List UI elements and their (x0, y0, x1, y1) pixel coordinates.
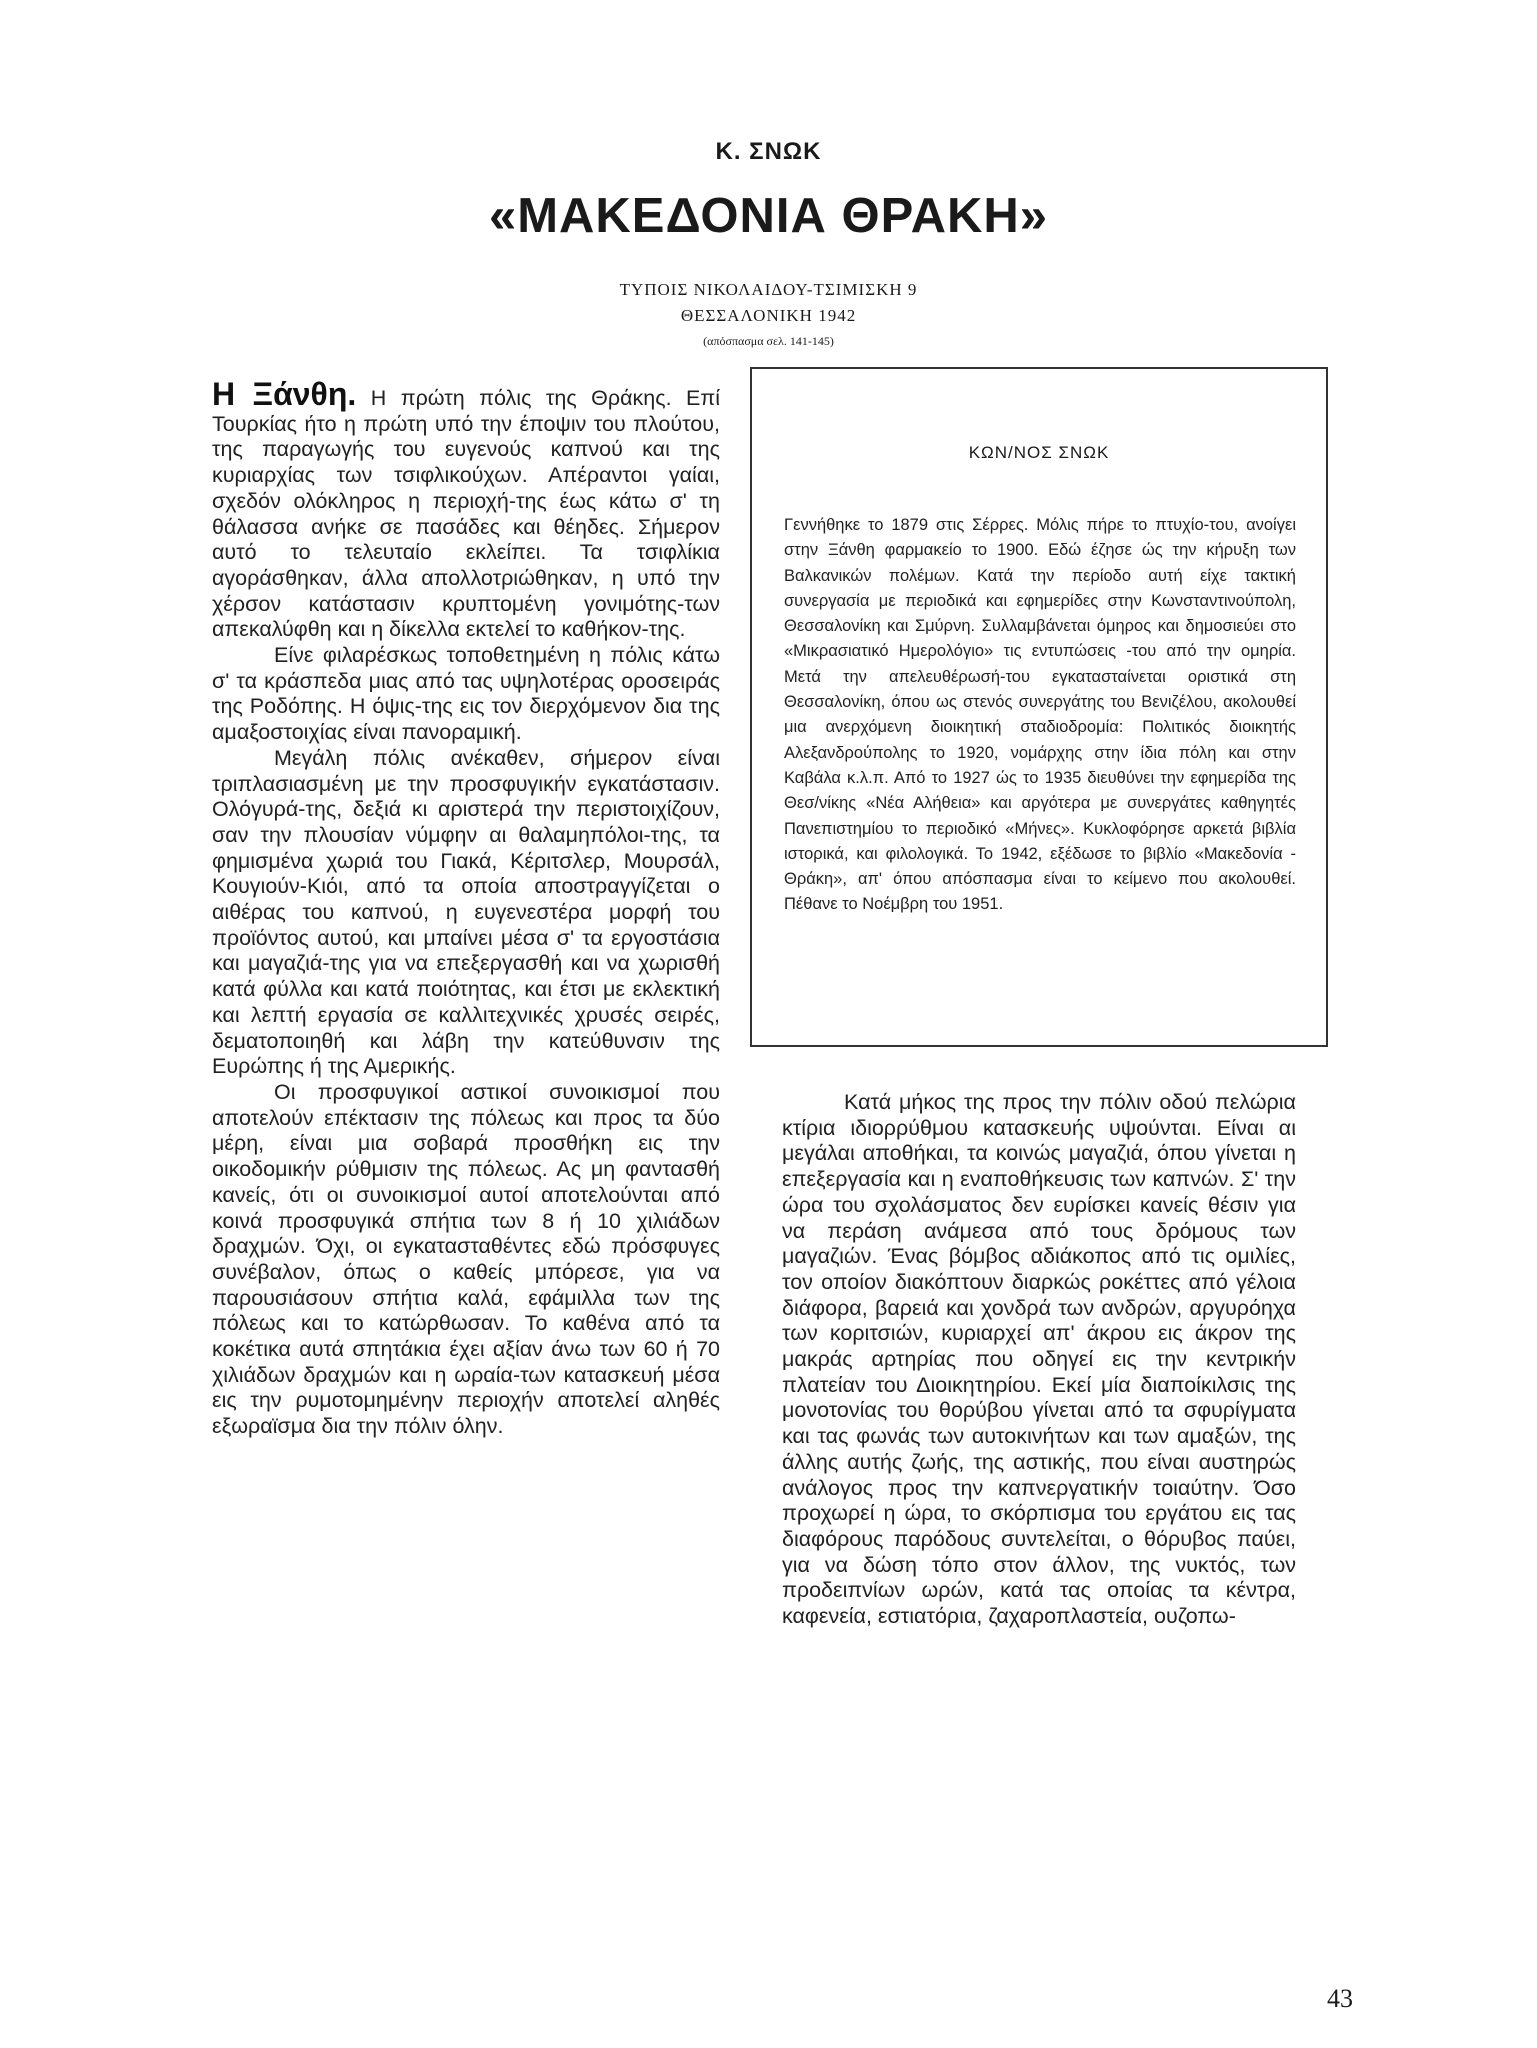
paragraph-1 (212, 376, 720, 643)
right-column (782, 1090, 1296, 1630)
biography-title: ΚΩΝ/ΝΟΣ ΣΝΩΚ (968, 443, 1110, 462)
paragraph-4: Οι προσφυγικοί αστικοί συνοικισμοί που αποτελούν επέκτασιν της πόλεως και προς τα δύο μέρη, είναι μια σοβαρά προσθήκη εις την οικοδομικήν ρύθμισιν της πόλεως. Ας μη φαντασθή κανείς, ότι οι συνοικισμοί αυτοί αποτελούνται από κοινά προσφυγικά σπήτια των 8 ή 10 χιλιάδων δραχμών. Όχι, οι εγκατασταθέντες εδώ πρόσφυγες συνέβαλον, όπως ο καθείς μπόρεσε, για να παρουσιάσουν σπήτια καλά, εφάμιλλα των της πόλεως και το κατώρθωσαν. Το καθένα από τα κοκέτικα αυτά σπητάκια έχει αξίαν άνω των 60 ή 70 χιλιάδων δραχμών και η ωραία-των κατασκευή μέσα εις την ρυμοτομημένην περιοχήν αποτελεί αληθές εξωραϊσμα δια την πόλιν όλην. (212, 1079, 720, 1439)
imprint-place-year: ΘΕΣΣΑΛΟΝΙΚΗ 1942 (680, 306, 857, 325)
page-number: 43 (1327, 1984, 1353, 2013)
author-name: Κ. ΣΝΩΚ (715, 138, 822, 165)
book-title: «ΜΑΚΕΔΟΝΙΑ ΘΡΑΚΗ» (488, 189, 1049, 243)
paragraph-2: Είνε φιλαρέσκως τοποθετημένη η πόλις κάτω σ' τα κράσπεδα μιας από τας υψηλοτέρας οροσειράς της Ροδόπης. Η όψις-της εις τον διερχόμενον δια της αμαξοστοιχίας είναι πανοραμική. (212, 643, 720, 745)
excerpt-note: (απόσπασμα σελ. 141-145) (703, 334, 834, 348)
imprint-publisher: ΤΥΠΟΙΣ ΝΙΚΟΛΑΙΔΟΥ-ΤΣΙΜΙΣΚΗ 9 (619, 280, 918, 299)
biography-text: Γεννήθηκε το 1879 στις Σέρρες. Μόλις πήρε το πτυχίο-του, ανοίγει στην Ξάνθη φαρμακείο το 1900. Εδώ έζησε ώς την κήρυξη των Βαλκανικών πολέμων. Κατά την περίοδο αυτή είχε τακτική συνεργασία με περιοδικά και εφημερίδες στην Κωνσταντινούπολη, Θεσσαλονίκη και Σμύρνη. Συλλαμβάνεται όμηρος και δημοσιεύει στο «Μικρασιατικό Ημερολόγιο» τις εντυπώσεις -του από την ομηρία. Μετά την απελευθέρωσή-του εγκατασταίνεται οριστικά στη Θεσσαλονίκη, όπου ως στενός συνεργάτης του Βενιζέλου, ακολουθεί μια ανερχόμενη διοικητική σταδιοδρομία: Πολιτικός διοικητής Αλεξανδρούπολης το 1920, νομάρχης στην ίδια πόλη και στην Καβάλα κ.λ.π. Από το 1927 ώς το 1935 διευθύνει την εφημερίδα της Θεσ/νίκης «Νέα Αλήθεια» και αργότερα με συνεργάτες καθηγητές Πανεπιστημίου το περιοδικό «Μήνες». Κυκλοφόρησε αρκετά βιβλία ιστορικά, και φιλολογικά. Το 1942, εξέδωσε το βιβλίο «Μακεδονία - Θράκη», απ' όπου απόσπασμα είναι το κείμενο που ακολουθεί. Πέθανε το Νοέμβρη του 1951. (784, 516, 1296, 914)
left-column (212, 376, 720, 1440)
paragraph-5: Κατά μήκος της προς την πόλιν οδού πελώρια κτίρια ιδιορρύθμου κατασκευής υψούνται. Είναι αι μεγάλαι αποθήκαι, τα κοινώς μαγαζιά, όπου γίνεται η επεξεργασία και η εναποθήκευσις των καπνών. Σ' την ώρα του σχολάσματος δεν ευρίσκει κανείς θέσιν για να περάση ανάμεσα από τους δρόμους των μαγαζιών. Ένας βόμβος αδιάκοπος από τις ομιλίες, τον οποίον διακόπτουν διαρκώς ροκέττες από γέλοια διάφορα, βαρειά και χονδρά των ανδρών, αργυρόηχα των κοριτσιών, κυριαρχεί απ' άκρου εις άκρον της μακράς αρτηρίας που οδηγεί εις την κεντρικήν πλατείαν του Διοικητηρίου. Εκεί μία διαποίκιλσις της μονοτονίας του θορύβου γίνεται από τα σφυρίγματα και τας φωνάς των αυτοκινήτων και των αμαξών, της άλλης αυτής ζωής, της αστικής, που είναι αυστηρώς ανάλογος προς την καπνεργατικήν τοιαύτην. Όσο προχωρεί η ώρα, το σκόρπισμα του εργάτου εις τας διαφόρους παρόδους συντελείται, ο θόρυβος παύει, για να δώση τόπο στον άλλον, της νυκτός, των προδειπνίων ωρών, κατά τας οποίας τα κέντρα, καφενεία, εστιατόρια, ζαχαροπλαστεία, ουζοπω- (782, 1090, 1296, 1629)
paragraph-3: Μεγάλη πόλις ανέκαθεν, σήμερον είναι τριπλασιασμένη με την προσφυγικήν εγκατάστασιν. Ολόγυρά-της, δεξιά κι αριστερά την περιστοιχίζουν, σαν την πλουσίαν νύμφην αι θαλαμηπόλοι-της, τα φημισμένα χωριά του Γιακά, Κέριτσλερ, Μουρσάλ, Κουγιούν-Κιόι, από τα οποία αποστραγγίζεται ο αιθέρας του καπνού, η ευγενεστέρα μορφή του προϊόντος αυτού, και μπαίνει μέσα σ' τα εργοστάσια και μαγαζιά-της για να επεξεργασθή και να χωρισθή κατά φύλλα και κατά ποιότητας, και έτσι με εκλεκτική και λεπτή εργασία σε καλλιτεχνικές χρυσές σειρές, δεματοποιηθή και λάβη την κατεύθυνσιν της Ευρώπης ή της Αμερικής. (212, 745, 720, 1079)
paragraph-1-text: Η πρώτη πόλις της Θράκης. Επί Τουρκίας ήτο η πρώτη υπό την έποψιν του πλούτου, της παραγωγής του ευγενούς καπνού και της κυριαρχίας των τσιφλικούχων. Απέραντοι γαίαι, σχεδόν ολόκληρος η περιοχή-της έως κάτω σ' τη θάλασσα ανήκε σε πασάδες και θέηδες. Σήμερον αυτό το τελευταίο εκλείπει. Τα τσιφλίκια αγοράσθηκαν, άλλα απολλοτριώθηκαν, η υπό την χέρσον κατάστασιν κρυπτομένη γονιμότης-των απεκαλύφθη και η δίκελλα εκτελεί το καθήκον-της. (212, 386, 720, 642)
biography-box (750, 367, 1328, 1047)
lead-heading: Η Ξάνθη. (212, 376, 357, 412)
